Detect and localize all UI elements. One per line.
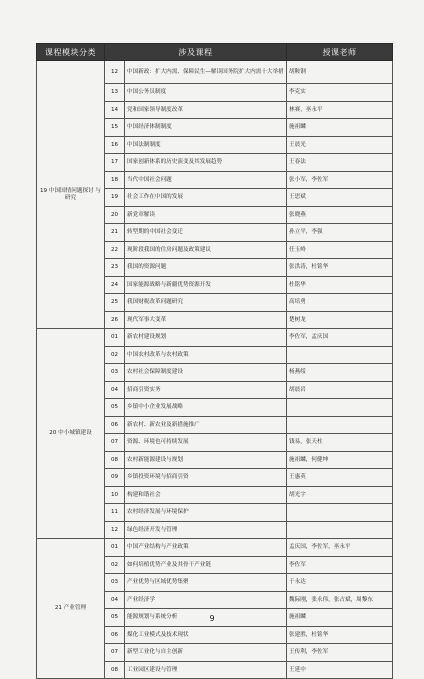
row-number: 09: [105, 469, 125, 487]
course-cell: 绿色经济开发与管理: [125, 521, 287, 539]
course-cell: 中国农村改革与农村政策: [125, 346, 287, 364]
teacher-cell: [287, 504, 393, 522]
course-cell: 构建和谐社会: [125, 486, 287, 504]
teacher-cell: 王传利，李佐军: [287, 644, 393, 662]
teacher-cell: 胡鞍钢: [287, 61, 393, 84]
row-number: 23: [105, 259, 125, 277]
teacher-cell: 施祖麟: [287, 119, 393, 137]
course-cell: 党和国家领导制度改革: [125, 101, 287, 119]
row-number: 03: [105, 574, 125, 592]
row-number: 05: [105, 609, 125, 627]
teacher-cell: 李佐军: [287, 556, 393, 574]
course-cell: 工业园区建设与管理: [125, 661, 287, 679]
row-number: 12: [105, 521, 125, 539]
course-cell: 农村经济发展与环境保护: [125, 504, 287, 522]
row-number: 22: [105, 241, 125, 259]
course-cell: 产业经济学: [125, 591, 287, 609]
teacher-cell: 孙立平，李强: [287, 224, 393, 242]
row-number: 10: [105, 486, 125, 504]
teacher-cell: 胡光宇: [287, 486, 393, 504]
course-cell: 农村社会保障制度建设: [125, 364, 287, 382]
course-cell: 如何培植优势产业及其骨干产业链: [125, 556, 287, 574]
category-cell: 20 中小城镇建设: [37, 329, 105, 539]
course-cell: 新农村建设规划: [125, 329, 287, 347]
category-cell: 21 产业管理: [37, 539, 105, 679]
row-number: 08: [105, 451, 125, 469]
row-number: 07: [105, 434, 125, 452]
course-cell: 招商引资实务: [125, 381, 287, 399]
table-row: [37, 329, 393, 347]
row-number: 04: [105, 591, 125, 609]
course-cell: 乡镇投资环境与招商引资: [125, 469, 287, 487]
row-number: 20: [105, 206, 125, 224]
row-number: 01: [105, 539, 125, 557]
teacher-cell: 于永达: [287, 574, 393, 592]
teacher-cell: 任玉岭: [287, 241, 393, 259]
teacher-cell: 张洪涛，杜铭华: [287, 259, 393, 277]
teacher-cell: 王延中: [287, 661, 393, 679]
row-number: 12: [105, 61, 125, 84]
course-cell: 新农村、新农业及新措施推广: [125, 416, 287, 434]
course-cell: 我国财税改革问题研究: [125, 294, 287, 312]
teacher-cell: 王思斌: [287, 189, 393, 207]
row-number: 03: [105, 364, 125, 382]
teacher-cell: 王惠英: [287, 469, 393, 487]
course-cell: 中国经济体制制度: [125, 119, 287, 137]
course-cell: 乡镇中小企业发展战略: [125, 399, 287, 417]
course-cell: 社会工作在中国的发展: [125, 189, 287, 207]
course-cell: 煤化工业模式及技术现状: [125, 626, 287, 644]
course-cell: 现代军事大变革: [125, 311, 287, 329]
teacher-cell: 孟庆国，李佐军，巫永平: [287, 539, 393, 557]
course-cell: 国家创新体系的历史演变及其发展趋势: [125, 154, 287, 172]
course-cell: 当代中国社会问题: [125, 171, 287, 189]
row-number: 02: [105, 556, 125, 574]
row-number: 14: [105, 101, 125, 119]
course-cell: 农村新能源建设与规划: [125, 451, 287, 469]
row-number: 08: [105, 661, 125, 679]
header-category: 课程模块分类: [37, 44, 105, 61]
row-number: 18: [105, 171, 125, 189]
course-cell: 新型工业化与自主创新: [125, 644, 287, 662]
header-course: 涉及课程: [105, 44, 287, 61]
row-number: 07: [105, 644, 125, 662]
teacher-cell: 张建胜，杜铭华: [287, 626, 393, 644]
course-cell: 转型期的中国社会变迁: [125, 224, 287, 242]
teacher-cell: 杨燕绥: [287, 364, 393, 382]
teacher-cell: 李佐军，孟庆国: [287, 329, 393, 347]
row-number: 02: [105, 346, 125, 364]
row-number: 26: [105, 311, 125, 329]
course-cell: 能源规划与系统分析: [125, 609, 287, 627]
teacher-cell: 楚树龙: [287, 311, 393, 329]
teacher-cell: [287, 346, 393, 364]
table-row: [37, 61, 393, 84]
course-cell: 新党章解读: [125, 206, 287, 224]
category-cell: 19 中国国情问题探讨 与研究: [37, 61, 105, 329]
row-number: 15: [105, 119, 125, 137]
course-cell: 国家能源战略与新疆优势资源开发: [125, 276, 287, 294]
teacher-cell: 施祖麟: [287, 609, 393, 627]
row-number: 21: [105, 224, 125, 242]
header-teacher: 授课老师: [287, 44, 393, 61]
teacher-cell: 王春法: [287, 154, 393, 172]
teacher-cell: 施祖麟，何健坤: [287, 451, 393, 469]
teacher-cell: 钱易，张天柱: [287, 434, 393, 452]
row-number: 24: [105, 276, 125, 294]
teacher-cell: 张小军，李佐军: [287, 171, 393, 189]
row-number: 19: [105, 189, 125, 207]
course-cell: 中国法制制度: [125, 136, 287, 154]
row-number: 17: [105, 154, 125, 172]
row-number: 05: [105, 399, 125, 417]
row-number: 16: [105, 136, 125, 154]
course-cell: 中国新政：扩大内需、保障民生—解读国务院扩大内需十大举措: [125, 61, 287, 84]
teacher-cell: 林赛，巫永平: [287, 101, 393, 119]
teacher-cell: 张晓燕: [287, 206, 393, 224]
teacher-cell: 魏际刚，张永伟，张占斌，周黎东: [287, 591, 393, 609]
teacher-cell: [287, 521, 393, 539]
course-cell: 我国的资源问题: [125, 259, 287, 277]
course-cell: 中国产业结构与产业政策: [125, 539, 287, 557]
table-body: [37, 61, 393, 679]
teacher-cell: [287, 399, 393, 417]
row-number: 11: [105, 504, 125, 522]
course-cell: 中国公务员制度: [125, 84, 287, 102]
table-header-row: [37, 44, 393, 61]
table-row: [37, 539, 393, 557]
course-table: [36, 43, 393, 679]
teacher-cell: [287, 416, 393, 434]
row-number: 13: [105, 84, 125, 102]
course-cell: 资源、环境也可持续发展: [125, 434, 287, 452]
page-number: 9: [209, 614, 215, 623]
teacher-cell: 高培勇: [287, 294, 393, 312]
course-cell: 产业优势与区域优势集聚: [125, 574, 287, 592]
row-number: 06: [105, 626, 125, 644]
teacher-cell: 李克实: [287, 84, 393, 102]
course-cell: 现阶段我国的住房问题及政策建议: [125, 241, 287, 259]
teacher-cell: 王晨光: [287, 136, 393, 154]
row-number: 25: [105, 294, 125, 312]
teacher-cell: 胡晨岩: [287, 381, 393, 399]
row-number: 01: [105, 329, 125, 347]
teacher-cell: 杜铭华: [287, 276, 393, 294]
row-number: 04: [105, 381, 125, 399]
row-number: 06: [105, 416, 125, 434]
